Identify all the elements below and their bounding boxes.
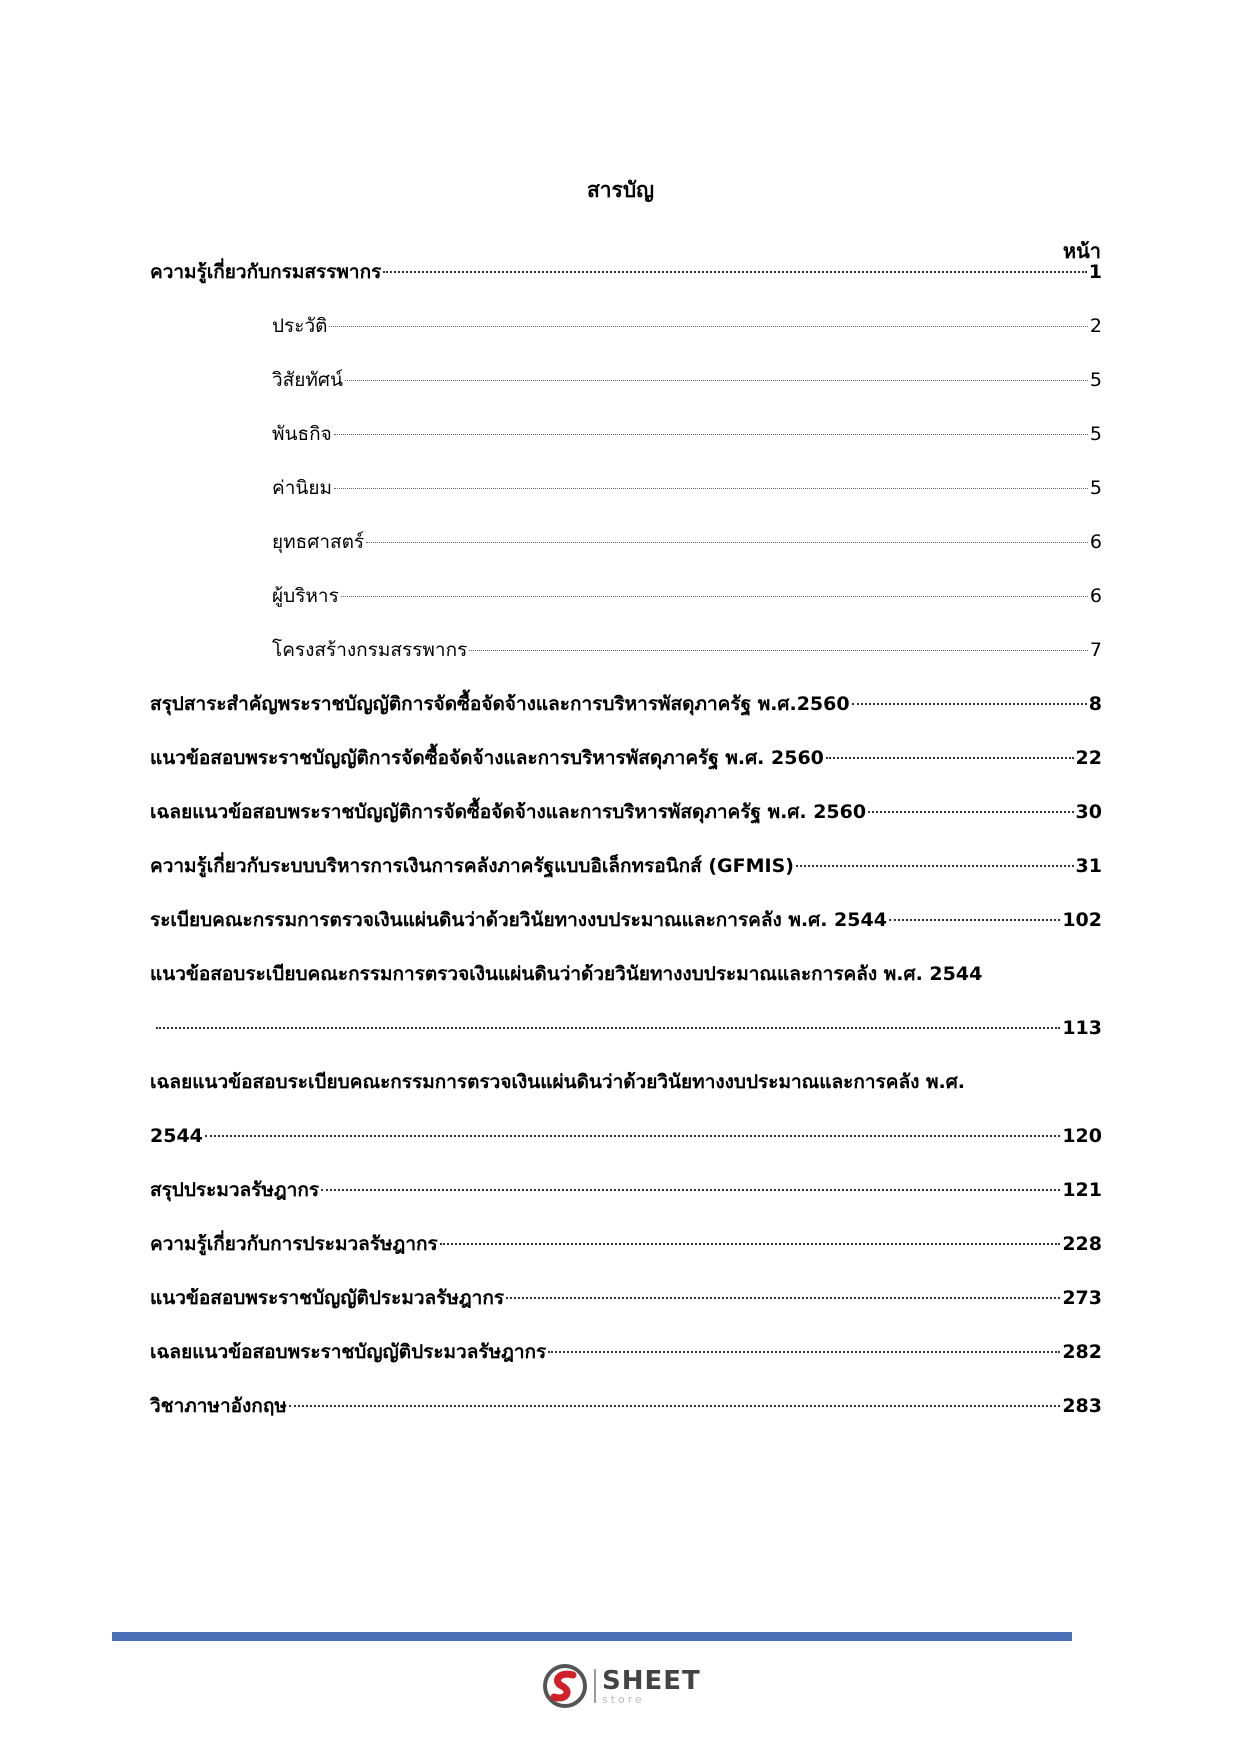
- toc-entry-page: 120: [1062, 1125, 1102, 1147]
- toc-entry[interactable]: [150, 582, 1102, 610]
- sheet-store-logo: [542, 1660, 712, 1712]
- toc-entry-page: 1: [1088, 261, 1102, 283]
- toc-entry-title: ประวัติ: [272, 315, 328, 337]
- toc-entry-title: ความรู้เกี่ยวกับการประมวลรัษฎากร: [150, 1233, 438, 1255]
- toc-entry-page: 228: [1062, 1233, 1102, 1255]
- toc-leader: [289, 1404, 1060, 1407]
- toc-entry-title: เฉลยแนวข้อสอบพระราชบัญญัติประมวลรัษฎากร: [150, 1341, 547, 1363]
- toc-entry[interactable]: [150, 906, 1102, 934]
- toc-entry-page: 22: [1075, 747, 1102, 769]
- toc-entry[interactable]: [150, 1068, 1102, 1096]
- toc-entry-continuation[interactable]: [150, 1122, 1102, 1150]
- toc-leader: [341, 595, 1088, 597]
- toc-entry[interactable]: [150, 960, 1102, 988]
- toc-entry[interactable]: [150, 1284, 1102, 1312]
- toc-entry-page: 5: [1089, 369, 1102, 391]
- toc-entry-title: เฉลยแนวข้อสอบระเบียบคณะกรรมการตรวจเงินแผ่นดินว่าด้วยวินัยทางงบประมาณและการคลัง พ.ศ.: [150, 1071, 966, 1093]
- toc-entry-page: 5: [1089, 477, 1102, 499]
- toc-entry[interactable]: [150, 1230, 1102, 1258]
- toc-entry-title: สรุปประมวลรัษฎากร: [150, 1179, 320, 1201]
- toc-entry-title: ความรู้เกี่ยวกับระบบบริหารการเงินการคลังภาครัฐแบบอิเล็กทรอนิกส์ (GFMIS): [150, 855, 794, 877]
- toc-entry[interactable]: [150, 1176, 1102, 1204]
- toc-entry-page: 31: [1075, 855, 1102, 877]
- toc-entry-title: สรุปสาระสำคัญพระราชบัญญัติการจัดซื้อจัดจ้างและการบริหารพัสดุภาครัฐ พ.ศ.2560: [150, 693, 850, 715]
- toc-entry-page: 2: [1089, 315, 1102, 337]
- toc-leader: [852, 702, 1087, 705]
- toc-entry-page: 8: [1088, 693, 1102, 715]
- toc-entry-title: ค่านิยม: [272, 477, 333, 499]
- toc-entry-page: 283: [1062, 1395, 1102, 1417]
- toc-entry-page: 273: [1062, 1287, 1102, 1309]
- toc-entry[interactable]: [150, 312, 1102, 340]
- toc-entry-title-cont: 2544: [150, 1125, 203, 1147]
- toc-entry[interactable]: [150, 474, 1102, 502]
- toc-entry-page: 6: [1089, 585, 1102, 607]
- toc-leader: [329, 325, 1087, 327]
- page-title: สารบัญ: [586, 178, 655, 202]
- toc-entry-page: 5: [1089, 423, 1102, 445]
- toc-leader: [889, 918, 1060, 921]
- toc-entry-page: 282: [1062, 1341, 1102, 1363]
- toc-entry[interactable]: [150, 528, 1102, 556]
- toc-entry[interactable]: [150, 1392, 1102, 1420]
- toc-entry[interactable]: [150, 258, 1102, 286]
- toc-entry-page: 121: [1062, 1179, 1102, 1201]
- toc-entry-title: แนวข้อสอบระเบียบคณะกรรมการตรวจเงินแผ่นดินว่าด้วยวินัยทางงบประมาณและการคลัง พ.ศ. 2544: [150, 963, 983, 985]
- toc-leader: [205, 1134, 1060, 1137]
- toc-entry-page: 6: [1089, 531, 1102, 553]
- toc-leader: [796, 864, 1074, 867]
- toc-leader: [334, 487, 1088, 489]
- toc-entry-page: 7: [1089, 639, 1102, 661]
- toc-entry[interactable]: [150, 690, 1102, 718]
- toc-entry-title: ระเบียบคณะกรรมการตรวจเงินแผ่นดินว่าด้วยวินัยทางงบประมาณและการคลัง พ.ศ. 2544: [150, 909, 887, 931]
- toc-leader: [548, 1350, 1060, 1353]
- toc-entry[interactable]: [150, 420, 1102, 448]
- toc-leader: [469, 649, 1088, 651]
- toc-leader: [440, 1242, 1061, 1245]
- logo-subtext: store: [602, 1692, 645, 1706]
- toc-entry-title: แนวข้อสอบพระราชบัญญัติการจัดซื้อจัดจ้างและการบริหารพัสดุภาครัฐ พ.ศ. 2560: [150, 747, 824, 769]
- logo-divider: [594, 1669, 596, 1703]
- toc-leader: [321, 1188, 1060, 1191]
- toc-leader: [156, 1026, 1060, 1029]
- logo-wordmark: SHEET: [602, 1665, 701, 1696]
- toc-entry-title: แนวข้อสอบพระราชบัญญัติประมวลรัษฎากร: [150, 1287, 505, 1309]
- toc-entry-page: 113: [1062, 1017, 1102, 1039]
- footer-rule: [112, 1632, 1072, 1641]
- toc-entry[interactable]: [150, 852, 1102, 880]
- toc-entry-title: วิชาภาษาอังกฤษ: [150, 1395, 287, 1417]
- toc-entry-title: ความรู้เกี่ยวกับกรมสรรพากร: [150, 261, 382, 283]
- toc-leader: [366, 541, 1088, 543]
- toc-leader: [345, 379, 1088, 381]
- toc-entry[interactable]: [150, 744, 1102, 772]
- page-column-header: หน้า: [1062, 239, 1101, 263]
- toc-entry-title: โครงสร้างกรมสรรพากร: [272, 639, 468, 661]
- toc-entry[interactable]: [150, 366, 1102, 394]
- toc-entry-title: ผู้บริหาร: [272, 585, 339, 607]
- toc-entry-title: พันธกิจ: [272, 423, 332, 445]
- toc-entry-title: เฉลยแนวข้อสอบพระราชบัญญัติการจัดซื้อจัดจ้างและการบริหารพัสดุภาครัฐ พ.ศ. 2560: [150, 801, 867, 823]
- toc-leader: [383, 270, 1086, 273]
- toc-leader: [826, 756, 1074, 759]
- toc-entry-page: 30: [1075, 801, 1102, 823]
- toc-entry-page: 102: [1062, 909, 1102, 931]
- toc-entry-continuation[interactable]: [150, 1014, 1102, 1042]
- toc-entry-title: วิสัยทัศน์: [272, 369, 343, 391]
- toc-entry[interactable]: [150, 636, 1102, 664]
- toc-entry[interactable]: [150, 1338, 1102, 1366]
- toc-leader: [334, 433, 1088, 435]
- sheet-logo-icon: [542, 1663, 588, 1709]
- toc-leader: [868, 810, 1073, 813]
- toc-entry-title: ยุทธศาสตร์: [272, 531, 365, 553]
- toc-entry[interactable]: [150, 798, 1102, 826]
- toc-leader: [506, 1296, 1060, 1299]
